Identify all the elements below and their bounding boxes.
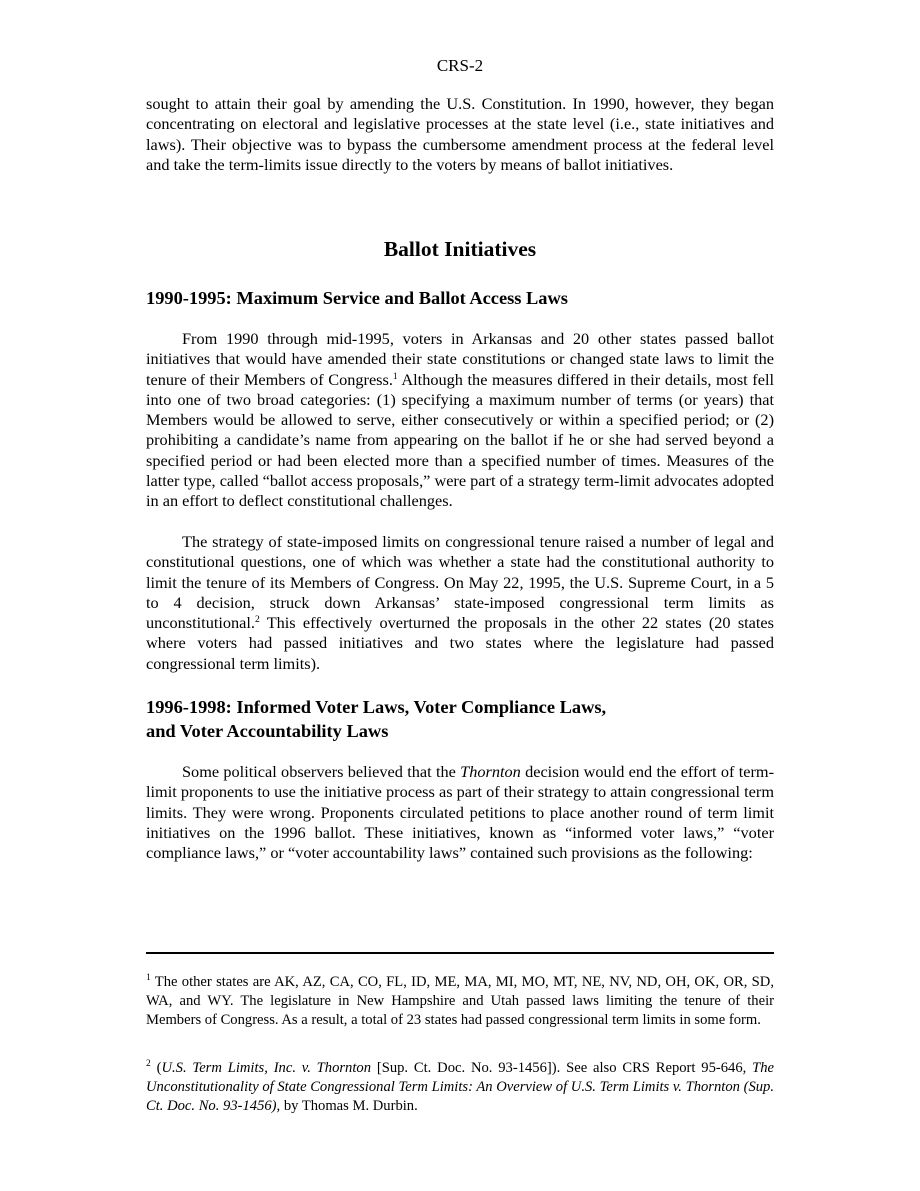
report-title: The Unconstitutionality of State Congressional Term Limits: An Overview of U.S. Term Limits v. Thornton (Sup. Ct. Doc. No. 93-1456), bbox=[146, 1060, 775, 1114]
footnote-ref-1: 1 bbox=[392, 371, 398, 382]
footnote-mark-1: 1 bbox=[146, 973, 151, 983]
paragraph-text: Some political observers believed that the bbox=[182, 762, 461, 781]
intro-paragraph: sought to attain their goal by amending the U.S. Constitution. In 1990, however, they began concentrating on electoral and legislative processes at the state level (i.e., state initiatives and laws). Their objective was to bypass the cumbersome amendment process at the federal level and take the term-limits issue directly to the voters by means of ballot initiatives. bbox=[146, 94, 774, 174]
footnote-text: ( bbox=[150, 1060, 162, 1076]
footnote-2 bbox=[146, 1059, 774, 1115]
heading-line: and Voter Accountability Laws bbox=[146, 721, 389, 741]
footnote-text: The other states are AK, AZ, CA, CO, FL, ID, ME, MA, MI, MO, MT, NE, NV, ND, OH, OK, OR, SD, WA, and WY. The legislature in New Hampshire and Utah passed laws limiting the tenure of their Members of Congress. As a result, a total of 23 states had passed congressional term limits in some form. bbox=[146, 974, 774, 1028]
paragraph-thornton bbox=[146, 762, 774, 863]
page-header: CRS-2 bbox=[436, 56, 484, 75]
paragraph-text: decision would end the effort of term-limit proponents to use the initiative process as part of their strategy to attain congressional term limits. They were wrong. Proponents circulated petitions to place another round of term limit initiatives on the 1996 ballot. These initiatives, known as “informed voter laws,” “voter compliance laws,” or “voter accountability laws” contained such provisions as the following: bbox=[146, 762, 774, 863]
case-name: Thornton bbox=[460, 762, 521, 781]
paragraph-supreme-court bbox=[146, 532, 774, 674]
footnote-mark-2: 2 bbox=[146, 1059, 151, 1069]
paragraph-ballot-initiatives bbox=[146, 329, 774, 512]
subsection-heading-1990-1995: 1990-1995: Maximum Service and Ballot Access Laws bbox=[146, 288, 568, 308]
footnote-text: by Thomas M. Durbin. bbox=[280, 1097, 418, 1114]
footnote-divider bbox=[146, 952, 774, 954]
case-citation: U.S. Term Limits, Inc. v. Thornton bbox=[161, 1060, 372, 1076]
footnote-1 bbox=[146, 973, 774, 1029]
footnote-text: [Sup. Ct. Doc. No. 93-1456]). See also CRS Report 95-646, bbox=[371, 1060, 753, 1076]
heading-line: 1996-1998: Informed Voter Laws, Voter Compliance Laws, bbox=[146, 697, 607, 717]
subsection-heading-1996-1998 bbox=[146, 695, 774, 743]
paragraph-text: This effectively overturned the proposals in the other 22 states (20 states where voters had passed initiatives and two states where the legislature had passed congressional term limits). bbox=[146, 613, 774, 673]
footnote-ref-2: 2 bbox=[254, 615, 260, 626]
section-title: Ballot Initiatives bbox=[383, 237, 537, 261]
paragraph-text: The strategy of state-imposed limits on congressional tenure raised a number of legal and constitutional questions, one of which was whether a state had the constitutional authority to limit the tenure of its Members of Congress. On May 22, 1995, the U.S. Supreme Court, in a 5 to 4 decision, struck down Arkansas’ state-imposed congressional term limits as unconstitutional. bbox=[146, 532, 774, 633]
paragraph-text: From 1990 through mid-1995, voters in Arkansas and 20 other states passed ballot initiatives that would have amended their state constitutions or changed state laws to limit the tenure of their Members of Congress. bbox=[146, 329, 774, 389]
paragraph-text: Although the measures differed in their details, most fell into one of two broad categories: (1) specifying a maximum number of terms (or years) that Members would be allowed to serve, either consecutively or within a specified period; or (2) prohibiting a candidate’s name from appearing on the ballot if he or she had served beyond a specified period or had been elected more than a specified number of times. Measures of the latter type, called “ballot access proposals,” were part of a strategy term-limit advocates adopted in an effort to deflect constitutional challenges. bbox=[146, 369, 775, 511]
